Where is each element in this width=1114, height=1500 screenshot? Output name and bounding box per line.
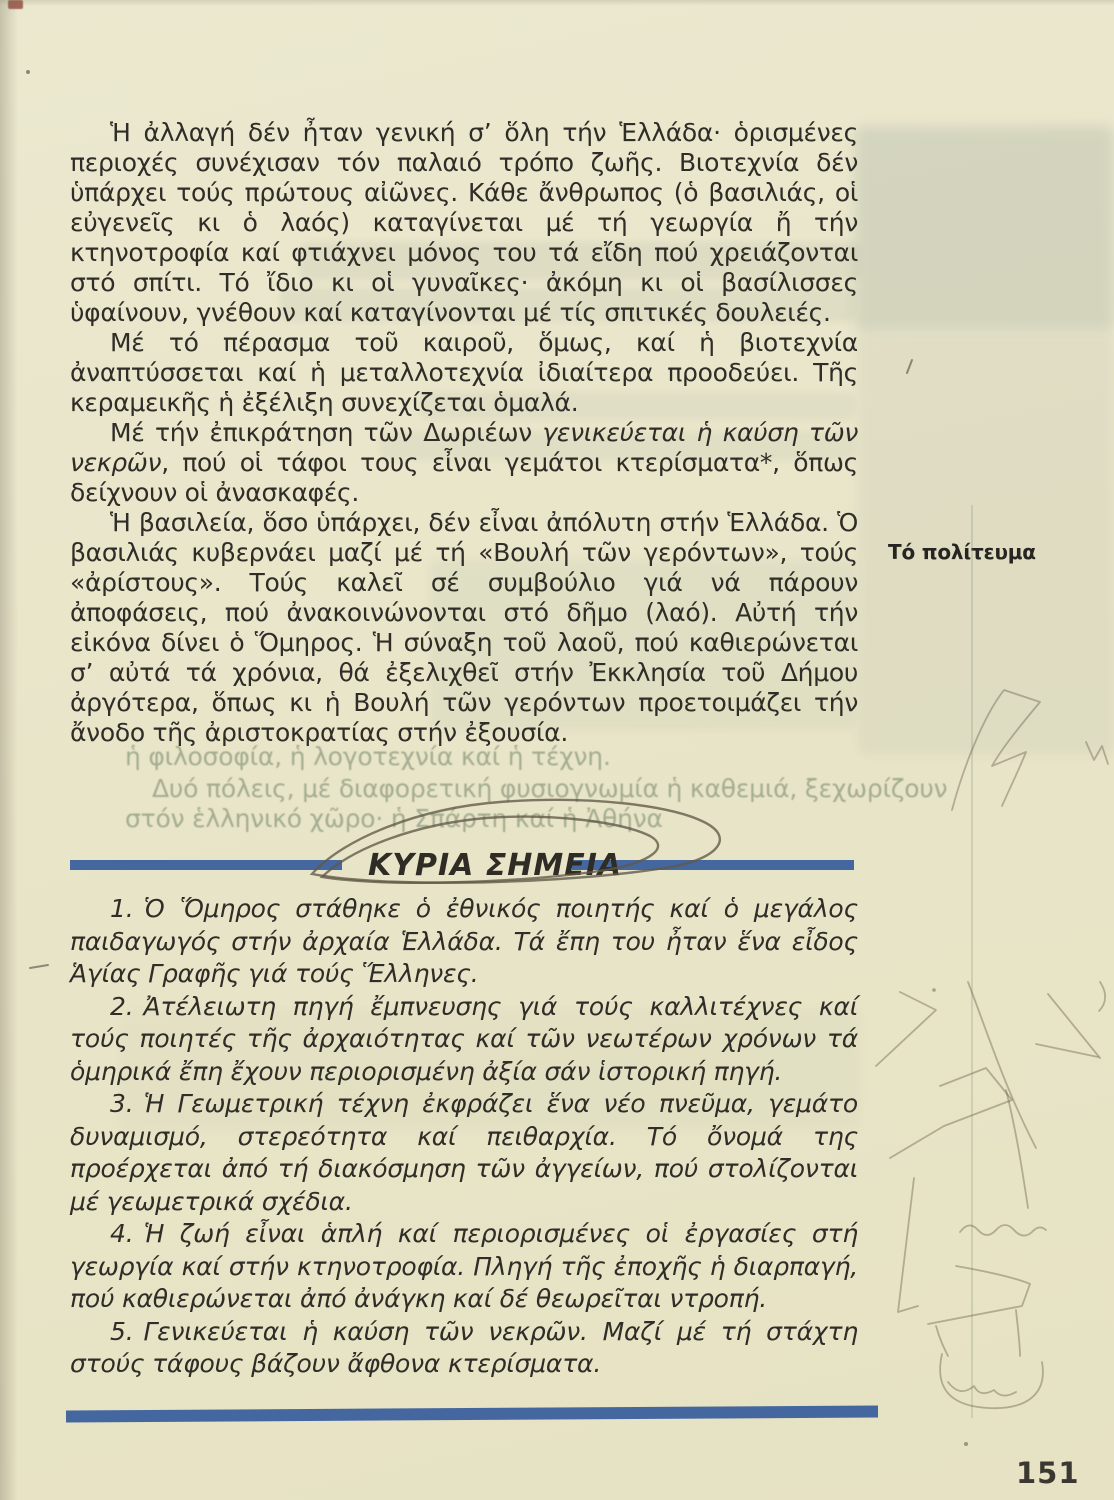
item-text: Γενικεύεται ἡ καύση τῶν νεκρῶν. Μαζί μέ τή στάχτη στούς τάφους βάζουν ἄφθονα κτερίσματα.: [70, 1316, 858, 1378]
scan-mark-red: [8, 0, 23, 9]
pencil-doodle-hoof: [940, 1354, 1043, 1408]
key-points-title: ΚΥΡΙΑ ΣΗΜΕΙΑ: [368, 848, 623, 883]
body-paragraph-1: Ἡ ἀλλαγή δέν ἦταν γενική σ’ ὅλη τήν Ἑλλάδα· ὁρισμένες περιοχές συνέχισαν τόν παλαιό τρόπο ζωῆς. Βιοτεχνία δέν ὑπάρχει τούς πρώτους αἰῶνες. Κάθε ἄνθρωπος (ὁ βασιλιάς, οἱ εὐγενεῖς κι ὁ λαός) καταγίνεται μέ τή γεωργία ἤ τήν κτηνοτροφία καί φτιάχνει μόνος του τά εἴδη πού χρειάζονται στό σπίτι. Τό ἴδιο κι οἱ γυναῖκες· ἀκόμη κι οἱ βασίλισσες ὑφαίνουν, γνέθουν καί καταγίνονται μέ τίς σπιτικές δουλειές.: [70, 118, 858, 327]
key-point-item-5: [70, 1316, 858, 1381]
pencil-doodle-triangle-left: [876, 992, 936, 1066]
page-number: 151: [1016, 1456, 1080, 1490]
pencil-doodle-hook: [1099, 982, 1105, 1011]
pencil-doodle-skirt: [928, 1266, 1030, 1324]
item-number: 2.: [110, 991, 134, 1021]
pencil-doodle-toes: [948, 1382, 1016, 1396]
pencil-doodle-long-curve: [968, 982, 1036, 1148]
item-number: 4.: [110, 1219, 134, 1248]
item-text: Ἡ Γεωμετρική τέχνη ἐκφράζει ἕνα νέο πνεῦμα, γεμάτο δυναμισμό, στερεότητα καί πειθαρχία. Τό ὄνομά της προέρχεται ἀπό τή διακόσμηση τῶν ἀγγείων, πού στολίζονται μέ γεωμετρικά σχέδια.: [70, 1089, 858, 1216]
pencil-doodle-flag: [952, 690, 1040, 810]
item-text: Ἡ ζωή εἶναι ἁπλή καί περιορισμένες οἱ ἐργασίες στή γεωργία καί στήν κτηνοτροφία. Πληγή τῆς ἐποχῆς ἡ διαρπαγή, πού καθιερώνεται ἀπό ἀνάγκη καί δέ θεωρεῖται ντροπή.: [70, 1219, 858, 1313]
pencil-doodle-triangle-big: [898, 1178, 918, 1312]
ink-speck: [26, 70, 30, 74]
body-paragraph-2: Μέ τό πέρασμα τοῦ καιροῦ, ὅμως, καί ἡ βιοτεχνία ἀναπτύσσεται καί ἡ μεταλλοτεχνία ἰδιαίτερα προοδεύει. Τῆς κεραμεικῆς ἡ ἐξέλιξη συνεχίζεται ὁμαλά.: [70, 328, 858, 417]
key-point-item-4: [70, 1218, 858, 1316]
pencil-doodle-group: [876, 690, 1108, 1408]
item-text: Ἀτέλειωτη πηγή ἔμπνευσης γιά τούς καλλιτέχνες καί τούς ποιητές τῆς ἀρχαιότητας καί τῶν νεωτέρων χρόνων τά ὁμηρικά ἔπη ἔχουν περιορισμένη ἀξία σάν ἱστορική πηγή.: [70, 991, 858, 1086]
pencil-dash-left-margin: [30, 965, 48, 968]
pencil-doodle-w-mark: [1086, 742, 1108, 764]
page-top-edge-shadow: [0, 0, 1114, 6]
key-point-item-1: [70, 893, 858, 991]
margin-note: Τό πολίτευμα: [888, 540, 1036, 564]
pencil-doodle-zigzag: [960, 1225, 1046, 1236]
key-point-item-2: [70, 991, 858, 1089]
key-points-list: [70, 893, 858, 1381]
pencil-doodle-quad: [890, 1068, 1012, 1158]
page-left-edge-shadow: [0, 0, 18, 1500]
bottom-rule: [66, 1406, 878, 1423]
key-point-item-3: [70, 1088, 858, 1218]
item-number: 1.: [110, 894, 134, 923]
item-number: 3.: [110, 1089, 134, 1118]
ink-speck: [964, 1442, 968, 1446]
pencil-apostrophe-mark: [907, 360, 912, 373]
pencil-doodle-ankle-b: [1016, 1310, 1020, 1356]
bleedthrough-smudge: [855, 126, 1114, 331]
bleed-line-1: ἡ φιλοσοφία, ἡ λογοτεχνία καί ἡ τέχνη.: [125, 742, 611, 771]
section-rule-left: [70, 860, 342, 870]
item-text: Ὁ Ὅμηρος στάθηκε ὁ ἐθνικός ποιητής καί ὁ μεγάλος παιδαγωγός στήν ἀρχαία Ἑλλάδα. Τά ἔπη του ἦταν ἕνα εἶδος Ἁγίας Γραφῆς γιά τούς Ἕλληνες.: [70, 894, 858, 988]
pencil-doodle-diagonal-b: [1036, 1044, 1098, 1057]
pencil-doodle-curve-2: [1006, 1090, 1028, 1208]
body-text-column: [70, 118, 858, 748]
body-paragraph-4: Ἡ βασιλεία, ὅσο ὑπάρχει, δέν εἶναι ἀπόλυτη στήν Ἑλλάδα. Ὁ βασιλιάς κυβερνάει μαζί μέ τή «Βουλή τῶν γερόντων», τούς «ἀρίστους». Τούς καλεῖ σέ συμβούλιο γιά νά πάρουν ἀποφάσεις, πού ἀνακοινώνονται στό δῆμο (λαό). Αὐτή τήν εἰκόνα δίνει ὁ Ὅμηρος. Ἡ σύναξη τοῦ λαοῦ, πού καθιερώνεται σ’ αὐτά τά χρόνια, θά ἐξελιχθεῖ στήν Ἐκκλησία τοῦ Δήμου ἀργότερα, ὅπως κι ἡ Βουλή τῶν γερόντων προετοιμάζει τήν ἄνοδο τῆς ἀριστοκρατίας στήν ἐξουσία.: [70, 508, 858, 747]
ink-speck: [932, 988, 936, 992]
pencil-doodle-ankle-a: [936, 1326, 948, 1356]
bleed-line-3: στόν ἑλληνικό χῶρο· ἡ Σπάρτη καί ἡ Ἀθήνα: [125, 804, 663, 833]
body-paragraph-3: Μέ τήν ἐπικράτηση τῶν Δωριέων γενικεύεται ἡ καύση τῶν νεκρῶν, πού οἱ τάφοι τους εἶναι γεμάτοι κτερίσματα*, ὅπως δείχνουν οἱ ἀνασκαφές.: [70, 418, 858, 507]
bleed-line-2: Δυό πόλεις, μέ διαφορετική φυσιογνωμία ἡ καθεμιά, ξεχωρίζουν: [152, 774, 948, 803]
item-number: 5.: [110, 1316, 134, 1346]
pencil-doodle-diagonal-a: [1048, 994, 1100, 1058]
